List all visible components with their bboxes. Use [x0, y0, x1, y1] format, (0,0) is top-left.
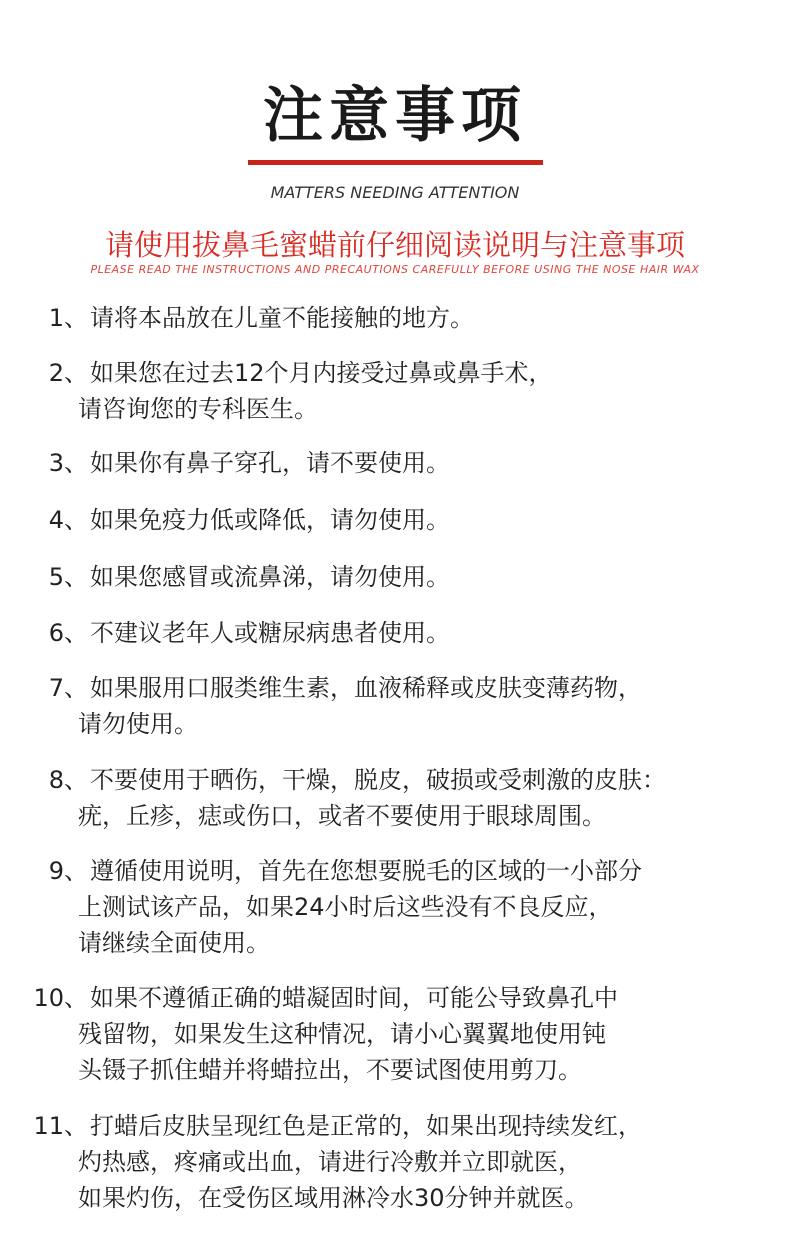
item-text: 请将本品放在儿童不能接触的地方。	[90, 304, 474, 332]
item-text: 头镊子抓住蜡并将蜡拉出，不要试图使用剪刀。	[78, 1056, 582, 1084]
item-number: 3、	[48, 449, 88, 477]
title-divider	[248, 160, 543, 165]
item-text: 遵循使用说明，首先在您想要脱毛的区域的一小部分	[90, 857, 642, 885]
item-text: 如果服用口服类维生素，血液稀释或皮肤变薄药物，	[90, 674, 642, 702]
item-text: 如果不遵循正确的蜡凝固时间，可能公导致鼻孔中	[90, 984, 618, 1012]
item-text: 上测试该产品，如果24小时后这些没有不良反应，	[78, 893, 613, 921]
page-title: 注意事项	[263, 81, 527, 151]
item-text: 如果您感冒或流鼻涕，请勿使用。	[90, 563, 450, 591]
item-text: 打蜡后皮肤呈现红色是正常的，如果出现持续发红，	[90, 1112, 642, 1140]
item-text: 请咨询您的专科医生。	[78, 395, 318, 423]
item-text: 残留物，如果发生这种情况，请小心翼翼地使用钝	[78, 1020, 606, 1048]
item-text: 如果灼伤，在受伤区域用淋冷水30分钟并就医。	[78, 1184, 589, 1212]
item-number: 6、	[48, 619, 88, 647]
item-number: 1、	[48, 304, 88, 332]
item-text: 请继续全面使用。	[78, 929, 270, 957]
item-number: 8、	[48, 766, 88, 794]
item-text: 不建议老年人或糖尿病患者使用。	[90, 619, 450, 647]
item-text: 疣，丘疹，痣或伤口，或者不要使用于眼球周围。	[78, 802, 606, 830]
page-subtitle: MATTERS NEEDING ATTENTION	[270, 183, 520, 202]
item-number: 9、	[48, 857, 88, 885]
item-text: 灼热感，疼痛或出血，请进行冷敷并立即就医，	[78, 1148, 582, 1176]
item-number: 11、	[33, 1112, 88, 1140]
item-number: 7、	[48, 674, 88, 702]
item-number: 4、	[48, 506, 88, 534]
item-text: 如果你有鼻子穿孔，请不要使用。	[90, 449, 450, 477]
notice-heading-cn: 请使用拔鼻毛蜜蜡前仔细阅读说明与注意事项	[104, 228, 685, 262]
item-number: 2、	[48, 359, 88, 387]
item-text: 不要使用于晒伤，干燥，脱皮，破损或受刺激的皮肤：	[90, 766, 666, 794]
notice-heading-en: PLEASE READ THE INSTRUCTIONS AND PRECAUTIONS CAREFULLY BEFORE USING THE NOSE HAIR WAX	[90, 263, 700, 276]
item-text: 请勿使用。	[78, 710, 198, 738]
item-text: 如果您在过去12个月内接受过鼻或鼻手术，	[90, 359, 553, 387]
item-number: 10、	[33, 984, 88, 1012]
item-text: 如果免疫力低或降低，请勿使用。	[90, 506, 450, 534]
item-number: 5、	[48, 563, 88, 591]
